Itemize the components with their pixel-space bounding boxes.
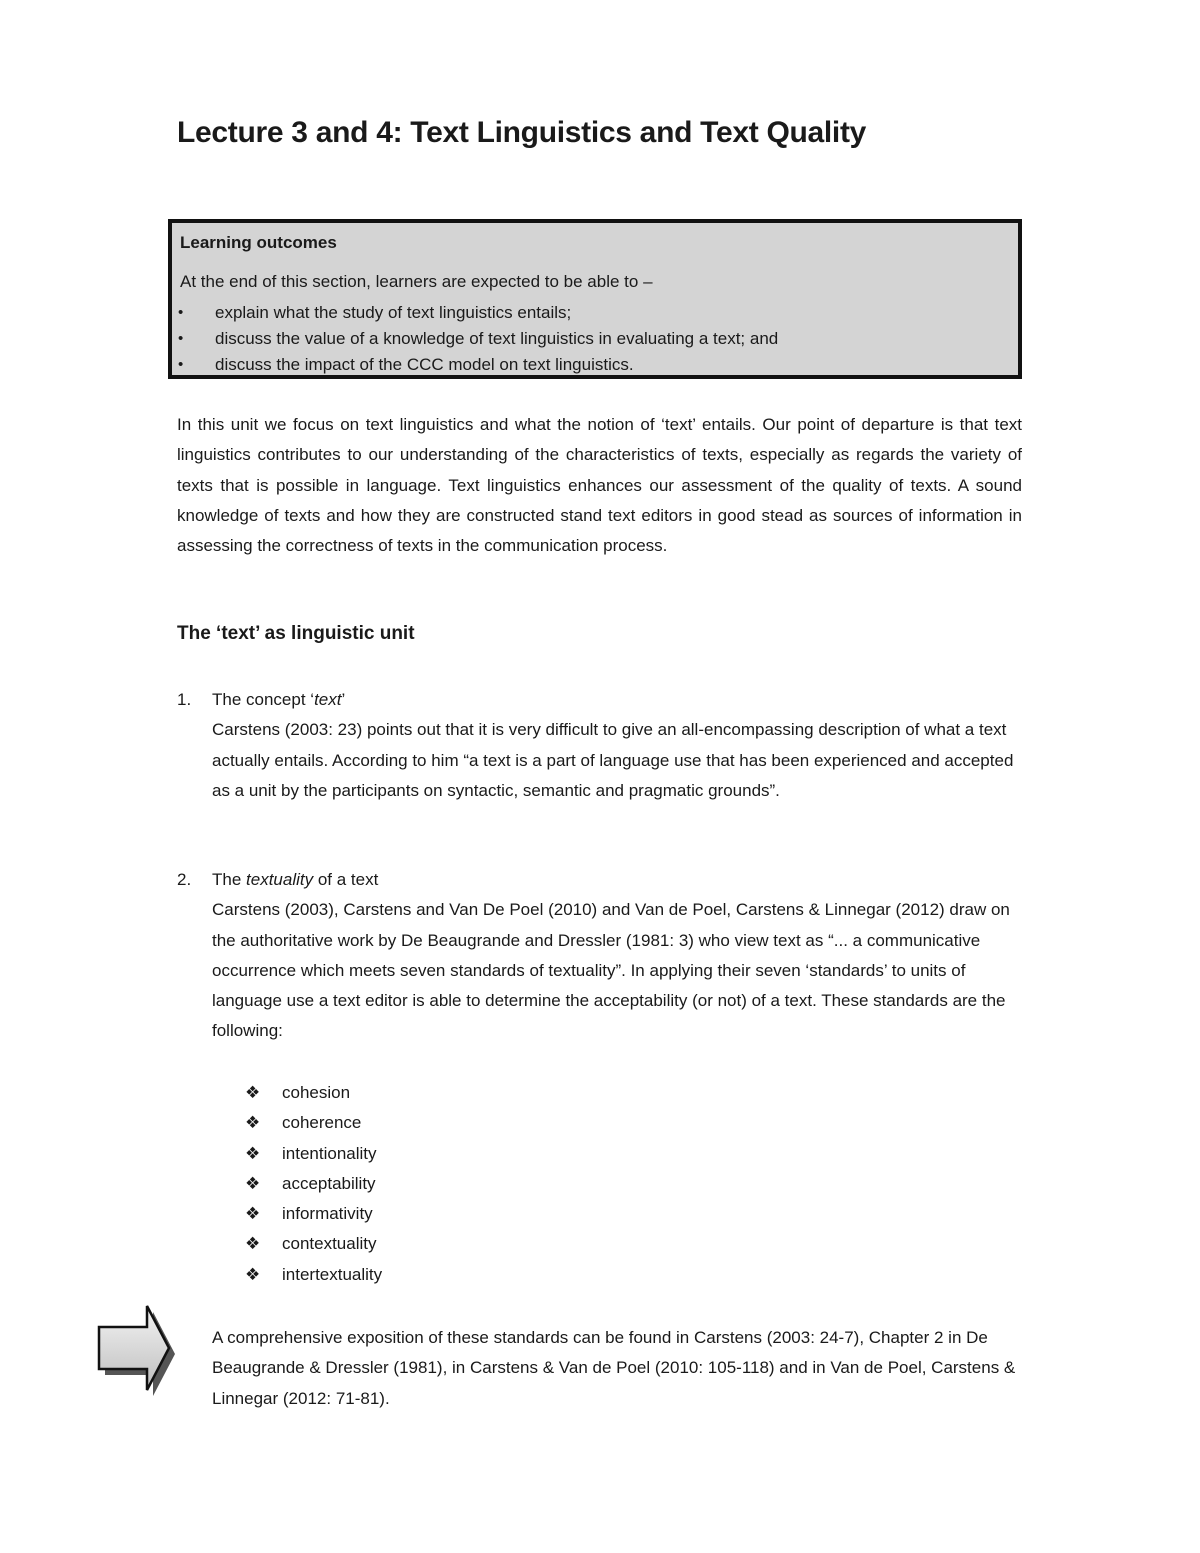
bullet-icon: • — [178, 330, 184, 347]
item-heading: The concept ‘text’ — [212, 690, 346, 709]
bullet-icon: • — [178, 304, 184, 321]
item-body: Carstens (2003: 23) points out that it is very difficult to give an all-encompassing description of what a text actually entails. According to him “a text is a part of language use that has been experienced and accepted as a unit by the participants on syntactic, semantic and pragmatic grounds”. — [212, 720, 1014, 800]
bullet-icon: • — [178, 356, 184, 373]
standard-label: intertextuality — [282, 1264, 383, 1284]
section-heading: The ‘text’ as linguistic unit — [177, 623, 415, 644]
learning-outcomes-box — [168, 219, 1022, 379]
standard-label: intentionality — [282, 1143, 377, 1163]
diamond-bullet-icon: ❖ — [245, 1143, 261, 1163]
standard-label: coherence — [282, 1113, 362, 1133]
diamond-bullet-icon: ❖ — [245, 1173, 261, 1193]
standard-label: acceptability — [282, 1173, 376, 1193]
standard-label: contextuality — [282, 1234, 377, 1254]
list-item-text: explain what the study of text linguistics entails; — [215, 303, 572, 322]
intro-paragraph: In this unit we focus on text linguistics and what the notion of ‘text’ entails. Our point of departure is that text linguistics contributes to our understanding of the characteristics of texts, especially as regards the variety of texts that is possible in language. Text linguistics enhances our assessment of the quality of texts. A sound knowledge of texts and how they are constructed stand text editors in good stead as sources of information in assessing the correctness of texts in the communication process. — [177, 415, 1022, 556]
item-heading: The textuality of a text — [212, 870, 379, 889]
diamond-bullet-icon: ❖ — [245, 1083, 261, 1102]
page-title: Lecture 3 and 4: Text Linguistics and Text Quality — [177, 116, 867, 149]
learning-outcomes-heading: Learning outcomes — [180, 233, 337, 252]
right-arrow-icon — [95, 1305, 175, 1397]
item-number: 2. — [177, 870, 192, 889]
diamond-bullet-icon: ❖ — [245, 1113, 261, 1133]
list-item-text: discuss the value of a knowledge of text linguistics in evaluating a text; and — [215, 329, 779, 348]
diamond-bullet-icon: ❖ — [245, 1204, 261, 1224]
diamond-bullet-icon: ❖ — [245, 1264, 261, 1284]
diamond-bullet-icon: ❖ — [245, 1234, 261, 1254]
learning-outcomes-intro: At the end of this section, learners are expected to be able to – — [180, 272, 653, 291]
item-body: Carstens (2003), Carstens and Van De Poel (2010) and Van de Poel, Carstens & Linnegar (2012) draw on the authoritative work by De Beaugrande and Dressler (1981: 3) who view text as “... a communicative occurrence which meets seven standards of textuality”. In applying their seven ‘standards’ to units of language use a text editor is able to determine the acceptability (or not) of a text. These standards are the following: — [212, 900, 1010, 1041]
list-item-text: discuss the impact of the CCC model on text linguistics. — [215, 355, 634, 374]
standard-label: cohesion — [282, 1083, 351, 1102]
item-number: 1. — [177, 690, 192, 709]
standard-label: informativity — [282, 1204, 373, 1224]
reference-note: A comprehensive exposition of these standards can be found in Carstens (2003: 24-7), Chapter 2 in De Beaugrande & Dressler (1981), in Carstens & Van de Poel (2010: 105-118) and in Van de Poel, Carstens & Linnegar (2012: 71-81). — [212, 1328, 1016, 1408]
